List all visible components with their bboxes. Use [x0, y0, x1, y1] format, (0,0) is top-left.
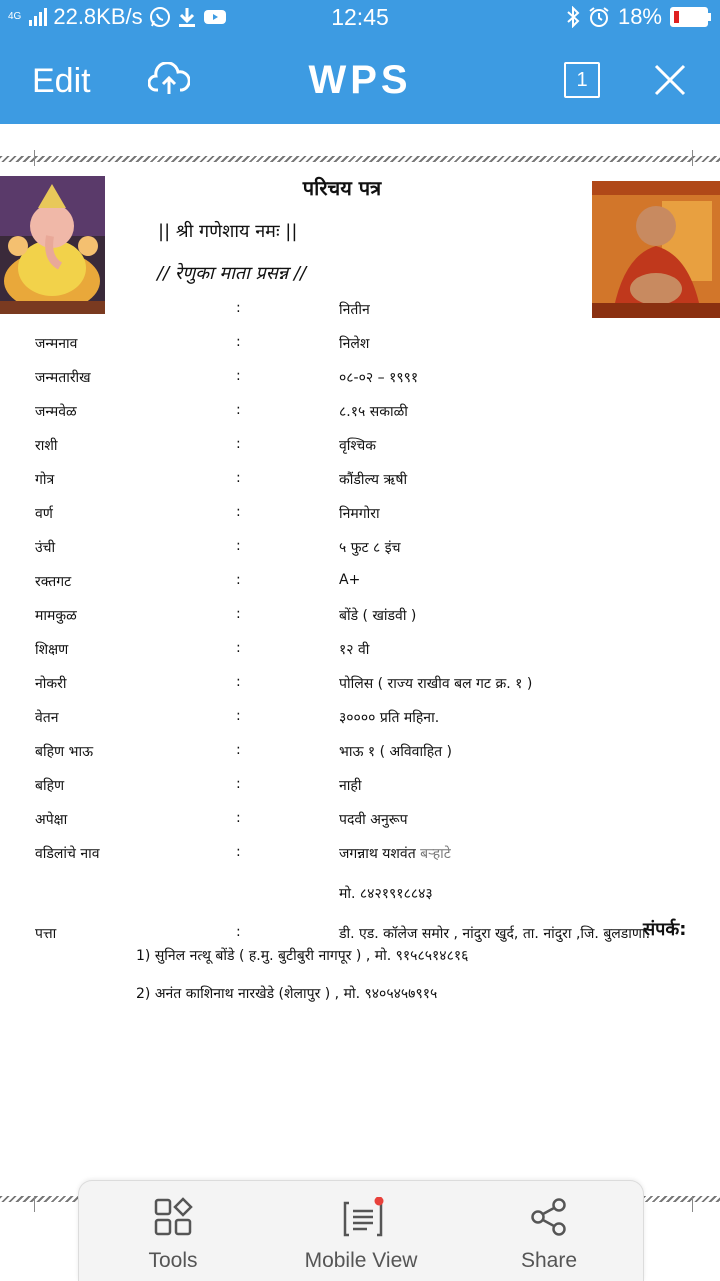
field-row	[0, 776, 720, 798]
field-separator: :	[236, 606, 241, 622]
field-value	[339, 674, 532, 693]
field-separator: :	[236, 810, 241, 826]
field-label: अपेक्षा	[35, 812, 68, 828]
network-type: 4G	[8, 11, 22, 22]
field-separator: :	[236, 470, 241, 486]
field-row	[0, 606, 720, 628]
corner-mark	[692, 150, 693, 166]
mobile-view-icon	[341, 1197, 385, 1239]
tools-icon	[153, 1197, 193, 1237]
page-count-button[interactable]: 1	[564, 62, 600, 98]
field-row	[0, 470, 720, 492]
field-row	[0, 538, 720, 560]
contact-item: 2) अनंत काशिनाथ नारखेडे (शेलापुर ) , मो. ९४०५४५७९१५	[136, 986, 438, 1002]
field-label: बहिण	[35, 778, 65, 794]
field-separator: :	[236, 334, 241, 350]
field-value-text: ५ फुट ८ इंच	[339, 540, 401, 556]
alarm-icon	[588, 6, 610, 28]
field-value	[339, 606, 416, 625]
field-value	[339, 640, 369, 659]
field-separator: :	[236, 572, 241, 588]
document-title: परिचय पत्र	[302, 176, 382, 200]
mobile-row	[0, 884, 720, 906]
field-row	[0, 640, 720, 662]
field-value-text: कौंडील्य ऋषी	[339, 472, 408, 488]
corner-mark	[692, 1196, 693, 1212]
field-value	[339, 300, 370, 319]
field-value-text: वृश्चिक	[339, 438, 377, 454]
field-value: डी. एड. कॉलेज समोर , नांदुरा खुर्द, ता. नांदुरा ,जि. बुलडाणा.	[339, 926, 651, 942]
status-right	[566, 4, 708, 30]
field-label: जन्मवेळ	[35, 404, 77, 420]
field-separator: :	[236, 776, 241, 792]
field-row	[0, 708, 720, 730]
field-value-text: बोंडे ( खांडवी )	[339, 608, 417, 624]
field-separator: :	[236, 504, 241, 520]
field-value-text: ८.१५ सकाळी	[339, 404, 408, 420]
field-value-text: निमगोरा	[339, 506, 380, 522]
field-row	[0, 674, 720, 696]
field-value-text: नाही	[339, 778, 362, 794]
field-value	[339, 436, 376, 455]
bottom-toolbar	[78, 1180, 644, 1281]
bluetooth-icon	[566, 6, 580, 28]
contact-heading: संपर्क:	[643, 919, 687, 940]
field-label: शिक्षण	[35, 642, 69, 658]
field-label: राशी	[35, 438, 58, 454]
status-bar	[0, 0, 720, 36]
field-value	[339, 334, 369, 353]
field-row	[0, 436, 720, 458]
field-value	[339, 810, 408, 829]
field-label: जन्मतारीख	[35, 370, 91, 386]
field-value	[339, 402, 408, 421]
corner-mark	[34, 1196, 35, 1212]
page-top-border	[0, 156, 720, 162]
field-separator: :	[236, 640, 241, 656]
corner-mark	[34, 150, 35, 166]
field-value	[339, 368, 418, 387]
field-value-text: निलेश	[339, 336, 370, 352]
app-bar	[0, 36, 720, 124]
blessing-renuka: // रेणुका माता प्रसन्न //	[157, 263, 307, 284]
field-label: वेतन	[35, 710, 59, 726]
field-value-text: जगन्नाथ यशवंत	[339, 846, 416, 862]
field-value-text: ०८-०२ – १९९१	[339, 370, 419, 386]
field-separator: :	[236, 402, 241, 418]
contact-item: 1) सुनिल नत्थू बोंडे ( ह.मु. बुटीबुरी नागपूर ) , मो. ९१५८५१४८१६	[136, 948, 469, 964]
field-value	[339, 572, 360, 588]
clock: 12:45	[331, 4, 389, 30]
field-value-text: भाऊ १ ( अविवाहित )	[339, 744, 453, 760]
field-separator: :	[236, 538, 241, 554]
field-separator: :	[236, 300, 241, 316]
field-value	[339, 538, 401, 557]
saint-image	[592, 181, 720, 318]
field-row	[0, 334, 720, 356]
field-separator: :	[236, 708, 241, 724]
battery-percent: 18%	[617, 4, 662, 29]
battery-level	[674, 11, 679, 23]
father-mobile: मो. ८४२१९१८८४३	[339, 886, 433, 902]
edit-button[interactable]: Edit	[32, 62, 91, 100]
document-page[interactable]	[0, 124, 720, 1280]
field-label: रक्तगट	[35, 574, 72, 590]
share-label: Share	[520, 1249, 578, 1272]
tools-button[interactable]	[79, 1181, 267, 1281]
field-value-text: पदवी अनुरूप	[339, 812, 408, 828]
field-row	[0, 504, 720, 526]
field-label: वर्ण	[35, 506, 53, 522]
field-value	[339, 742, 452, 761]
field-separator: :	[236, 674, 241, 690]
field-value-text: A+	[339, 572, 361, 588]
field-value-text: १२ वी	[339, 642, 370, 658]
tools-label: Tools	[148, 1249, 198, 1272]
field-value	[339, 844, 451, 863]
mobile-view-label: Mobile View	[304, 1249, 418, 1272]
field-row	[0, 742, 720, 764]
address-row	[0, 924, 720, 946]
battery-icon	[670, 7, 708, 27]
field-row	[0, 368, 720, 390]
blessing-ganesh: || श्री गणेशाय नमः ||	[158, 221, 298, 242]
field-row	[0, 402, 720, 424]
field-value-surname: बऱ्हाटे	[420, 846, 451, 862]
field-label: गोत्र	[35, 472, 55, 488]
field-row	[0, 572, 720, 594]
share-icon	[529, 1197, 569, 1237]
field-label: जन्मनाव	[35, 336, 78, 352]
field-separator: :	[236, 368, 241, 384]
field-label: बहिण भाऊ	[35, 744, 94, 760]
field-row	[0, 810, 720, 832]
close-icon[interactable]	[652, 62, 688, 98]
network-speed: 22.8KB/s	[53, 4, 143, 29]
field-value	[339, 708, 439, 727]
field-row	[0, 844, 720, 866]
field-label: उंची	[35, 540, 56, 556]
share-button[interactable]	[455, 1181, 643, 1281]
mobile-view-button[interactable]	[267, 1181, 455, 1281]
field-value-text: ३०००० प्रति महिना.	[339, 710, 440, 726]
wps-logo: WPS	[308, 58, 412, 102]
field-value	[339, 504, 380, 523]
field-value	[339, 470, 407, 489]
field-value-text: नितीन	[339, 302, 370, 318]
field-separator: :	[236, 844, 241, 860]
field-label: पत्ता	[35, 926, 57, 942]
field-separator: :	[236, 742, 241, 758]
field-label: मामकुळ	[35, 608, 77, 624]
field-row	[0, 300, 720, 322]
field-label: वडिलांचे नाव	[35, 846, 100, 862]
field-separator: :	[236, 436, 241, 452]
field-label: नोकरी	[35, 676, 67, 692]
field-value-text: पोलिस ( राज्य राखीव बल गट क्र. १ )	[339, 676, 533, 692]
field-value	[339, 776, 361, 795]
field-separator: :	[236, 924, 241, 940]
